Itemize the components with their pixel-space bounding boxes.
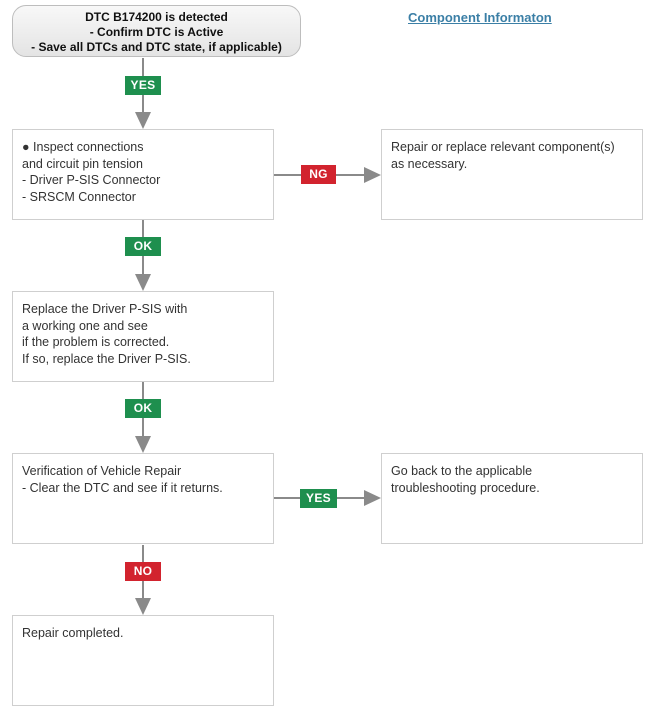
start-dtc-box (12, 5, 301, 57)
step-inspect-connections (12, 129, 274, 220)
step-repair-or-replace (381, 129, 643, 220)
badge-ok: OK (125, 399, 161, 418)
badge-no: NO (125, 562, 161, 581)
step-line: - SRSCM Connector (22, 189, 136, 204)
step-repair-completed (12, 615, 274, 706)
arrowhead (364, 490, 381, 506)
badge-ng: NG (301, 165, 336, 184)
step-line: - Driver P-SIS Connector (22, 173, 161, 187)
step-verification-of-repair (12, 453, 274, 544)
arrowhead (364, 167, 381, 183)
step-line: Verification of Vehicle Repair (22, 464, 182, 478)
step-line: troubleshooting procedure. (391, 480, 540, 495)
step-line: and circuit pin tension (22, 156, 143, 171)
step-go-back (381, 453, 643, 544)
arrowhead (135, 112, 151, 129)
arrowhead (135, 436, 151, 453)
step-line: Go back to the applicable (391, 464, 533, 478)
step-line: Repair or replace relevant component(s) (391, 140, 615, 154)
step-line: Repair completed. (22, 626, 124, 640)
arrowhead (135, 274, 151, 291)
step-line: as necessary. (391, 156, 468, 171)
badge-yes: YES (300, 489, 337, 508)
step-replace-driver-psis (12, 291, 274, 382)
component-information-link[interactable]: Component Informaton (408, 10, 552, 25)
step-line: a working one and see (22, 318, 148, 333)
badge-yes: YES (125, 76, 161, 95)
step-line: if the problem is corrected. (22, 335, 170, 349)
badge-ok: OK (125, 237, 161, 256)
step-line: - Clear the DTC and see if it returns. (22, 480, 223, 495)
start-line: DTC B174200 is detected (85, 10, 228, 24)
arrowhead (135, 598, 151, 615)
start-line: - Save all DTCs and DTC state, if applicable) (31, 40, 282, 54)
start-line: - Confirm DTC is Active (89, 25, 224, 39)
step-line: ● Inspect connections (22, 140, 144, 154)
step-line: Replace the Driver P-SIS with (22, 302, 188, 316)
step-line: If so, replace the Driver P-SIS. (22, 351, 191, 366)
